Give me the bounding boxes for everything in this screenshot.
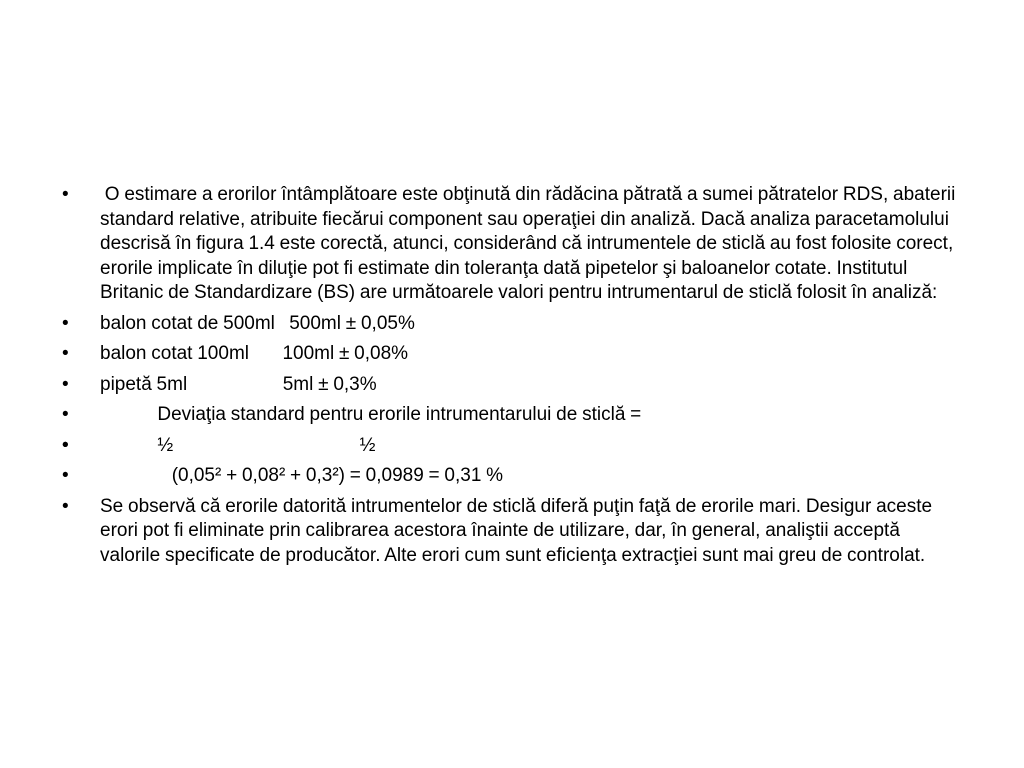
bullet-balon-100ml: • balon cotat 100ml 100ml ± 0,08% bbox=[62, 342, 962, 367]
bullet-formula: • (0,05² + 0,08² + 0,3²) = 0,0989 = 0,31 % bbox=[62, 464, 962, 489]
bullet-deviatia-standard: • Deviaţia standard pentru erorile intrumentarului de sticlă = bbox=[62, 403, 962, 428]
bullet-pipeta-5ml: • pipetă 5ml 5ml ± 0,3% bbox=[62, 373, 962, 398]
bullet-conclusion: • Se observă că erorile datorită intrumentelor de sticlă diferă puţin faţă de erorile mari. Desigur aceste erori pot fi eliminate prin calibrarea acestora înainte de utilizare, dar, în general, analiştii acceptă valorile specificate de producător. Alte erori cum sunt eficienţa extracţiei sunt mai greu de controlat. bbox=[62, 495, 962, 569]
bullet-intro: • O estimare a erorilor întâmplătoare este obţinută din rădăcina pătrată a sumei pătratelor RDS, abaterii standard relative, atribuite fiecărui component sau operaţiei din analiză. Dacă analiza paracetamolului descrisă în figura 1.4 este corectă, atunci, considerând că intrumentele de sticlă au fost folosite corect, erorile implicate în diluţie pot fi estimate din toleranţa dată pipetelor şi baloanelor cotate. Institutul Britanic de Standardizare (BS) are următoarele valori pentru intrumentarul de sticlă folosit în analiză: bbox=[62, 183, 962, 306]
bullet-exponents: • ½ ½ bbox=[62, 434, 962, 459]
bullet-list bbox=[62, 183, 962, 574]
bullet-balon-500ml: • balon cotat de 500ml 500ml ± 0,05% bbox=[62, 312, 962, 337]
